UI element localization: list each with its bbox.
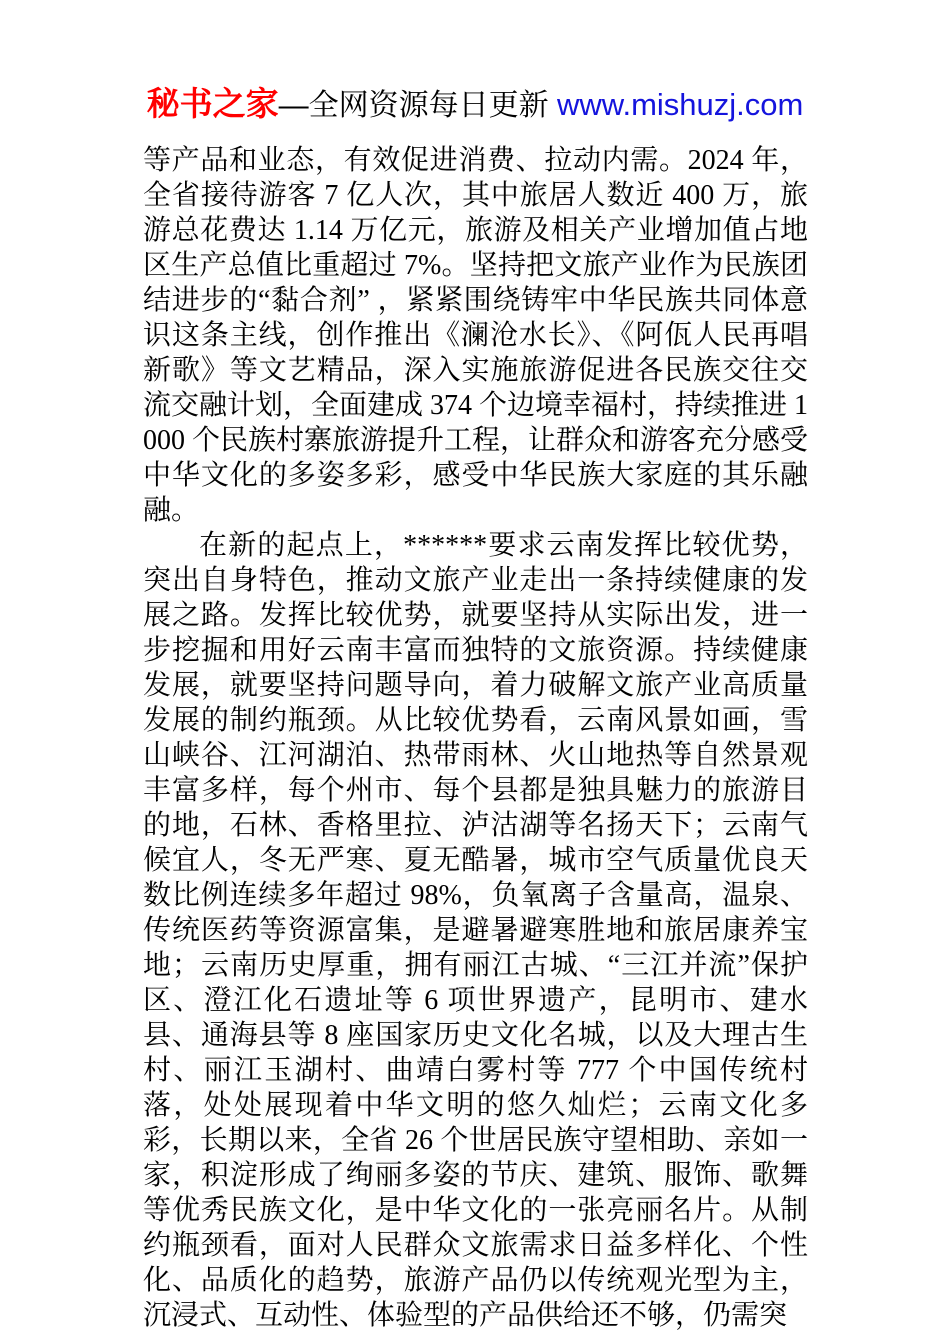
paragraph-new-starting-point: 在新的起点上，******要求云南发挥比较优势，突出自身特色，推动文旅产业走出一条持续健康的发展之路。发挥比较优势，就要坚持从实际出发，进一步挖掘和用好云南丰富而独特的文旅资源。持续健康发展，就要坚持问题导向，着力破解文旅产业高质量发展的制约瓶颈。从比较优势看，云南风景如画，雪山峡谷、江河湖泊、热带雨林、火山地热等自然景观丰富多样，每个州市、每个县都是独具魅力的旅游目的地，石林、香格里拉、泸沽湖等名扬天下；云南气候宜人，冬无严寒、夏无酷暑，城市空气质量优良天数比例连续多年超过 98%，负氧离子含量高，温泉、传统医药等资源富集，是避暑避寒胜地和旅居康养宝地；云南历史厚重，拥有丽江古城、“三江并流”保护区、澄江化石遗址等 6 项世界遗产，昆明市、建水县、通海县等 8 座国家历史文化名城，以及大理古生村、丽江玉湖村、曲靖白雾村等 777 个中国传统村落，处处展现着中华文明的悠久灿烂；云南文化多彩，长期以来，全省 26 个世居民族守望相助、亲如一家，积淀形成了绚丽多姿的节庆、建筑、服饰、歌舞等优秀民族文化，是中华文化的一张亮丽名片。从制约瓶颈看，面对人民群众文旅需求日益多样化、个性化、品质化的趋势，旅游产品仍以传统观光型为主，沉浸式、互动性、体验型的产品供给还不够，仍需突 <box>143 530 808 1331</box>
header-tagline: —全网资源每日更新 <box>278 89 557 122</box>
site-url-link[interactable]: www.mishuzj.com <box>557 87 804 122</box>
site-name: 秘书之家 <box>146 85 279 122</box>
document-body <box>143 143 808 1333</box>
page-header <box>0 86 950 124</box>
paragraph-continuation: 等产品和业态，有效促进消费、拉动内需。2024 年，全省接待游客 7 亿人次，其中旅居人数近 400 万，旅游总花费达 1.14 万亿元，旅游及相关产业增加值占地区生产总值比重超过 7%。坚持把文旅产业作为民族团结进步的“黏合剂” ，紧紧围绕铸牢中华民族共同体意识这条主线，创作推出《澜沧水长》、《阿佤人民再唱新歌》等文艺精品，深入实施旅游促进各民族交往交流交融计划，全面建成 374 个边境幸福村，持续推进 1000 个民族村寨旅游提升工程，让群众和游客充分感受中华文化的多姿多彩，感受中华民族大家庭的其乐融融。 <box>143 145 809 526</box>
